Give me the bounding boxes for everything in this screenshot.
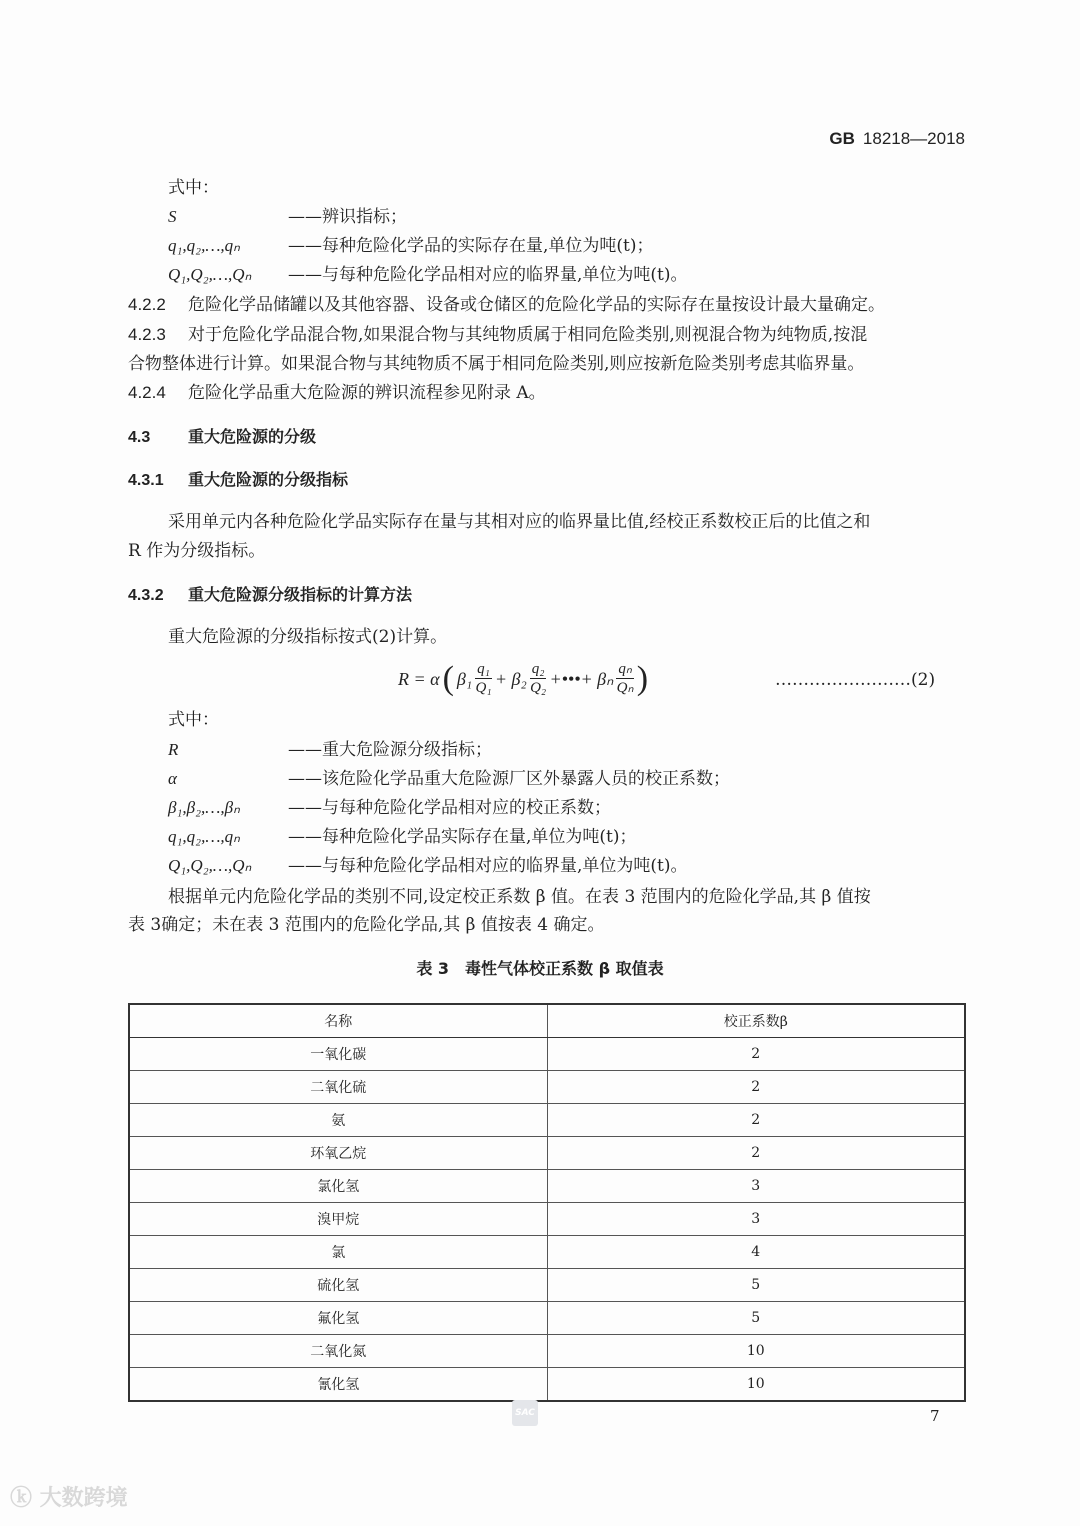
substance-name-cell: 一氧化碳: [129, 1038, 547, 1071]
table-title: 表 3 毒性气体校正系数 β 取值表: [416, 959, 664, 978]
section-number: 4.3.2: [128, 587, 164, 604]
substance-name-cell: 二氧化氮: [129, 1335, 547, 1368]
substance-name-cell: 环氧乙烷: [129, 1137, 547, 1170]
section-title: 重大危险源的分级: [188, 427, 317, 446]
denominator: Qₙ: [616, 680, 634, 696]
table-header-row: [129, 1004, 965, 1038]
page-number: 7: [930, 1407, 940, 1425]
section-4-3-heading: [128, 426, 316, 449]
where-label: 式中：: [168, 710, 219, 730]
substance-name-cell: 硫化氢: [129, 1269, 547, 1302]
substance-name-cell: 氨: [129, 1104, 547, 1137]
equation-number: ……………………(2): [775, 670, 936, 690]
numerator: q₂: [531, 661, 545, 677]
definition-text: ——与每种危险化学品相对应的校正系数；: [288, 798, 611, 818]
clause-text: 对于危险化学品混合物,如果混合物与其纯物质属于相同危险类别,则视混合物为纯物质,按混: [188, 325, 868, 345]
table-row: [129, 1137, 965, 1170]
standard-code: [829, 128, 965, 150]
paragraph: 采用单元内各种危险化学品实际存在量与其相对应的临界量比值,经校正系数校正后的比值之和: [168, 512, 871, 532]
definition-row: [168, 235, 654, 257]
definition-row: [168, 826, 637, 848]
definition-text: ——重大危险源分级指标；: [288, 740, 492, 760]
definition-text: ——该危险化学品重大危险源厂区外暴露人员的校正系数；: [288, 769, 730, 789]
definition-row: [168, 797, 611, 819]
table-row: [129, 1038, 965, 1071]
column-header: 名称: [129, 1004, 547, 1038]
section-title: 重大危险源的分级指标: [188, 470, 349, 489]
beta-value-cell: 2: [547, 1104, 965, 1137]
substance-name-cell: 氯: [129, 1236, 547, 1269]
fraction-1: [475, 660, 492, 697]
table-row: [129, 1203, 965, 1236]
clause-4-2-2: [128, 294, 885, 316]
formula-lhs: R = α: [398, 668, 440, 689]
symbol: β₁,β₂,…,βₙ: [168, 798, 240, 817]
substance-name-cell: 氟化氢: [129, 1302, 547, 1335]
table-row: [129, 1071, 965, 1104]
section-4-3-1-heading: [128, 469, 348, 492]
table-row: [129, 1170, 965, 1203]
formula-beta1: β₁: [456, 668, 473, 689]
beta-value-cell: 2: [547, 1137, 965, 1170]
beta-value-cell: 4: [547, 1236, 965, 1269]
definition-text: ——每种危险化学品的实际存在量,单位为吨(t)；: [288, 236, 654, 256]
column-header: 校正系数β: [547, 1004, 965, 1038]
table-3: [128, 1003, 966, 1402]
where-label: 式中：: [168, 178, 219, 198]
formula-betan: +•••+ βₙ: [549, 668, 614, 689]
beta-value-cell: 2: [547, 1038, 965, 1071]
beta-value-cell: 5: [547, 1269, 965, 1302]
watermark-text: 大数跨境: [39, 1486, 128, 1511]
beta-value-cell: 10: [547, 1368, 965, 1402]
paragraph: R 作为分级指标。: [128, 541, 266, 561]
beta-value-cell: 5: [547, 1302, 965, 1335]
formula-beta2: + β₂: [494, 668, 527, 689]
symbol: q₁,q₂,…,qₙ: [168, 827, 240, 846]
clause-number: 4.2.4: [128, 383, 166, 402]
definition-text: ——辨识指标；: [288, 207, 407, 227]
watermark: ⓚ 大数跨境: [10, 1486, 128, 1511]
definition-row: [168, 768, 730, 790]
definition-row: [168, 855, 688, 877]
section-4-3-2-heading: [128, 584, 412, 607]
definition-text: ——与每种危险化学品相对应的临界量,单位为吨(t)。: [288, 856, 688, 876]
beta-value-cell: 10: [547, 1335, 965, 1368]
clause-text: 危险化学品重大危险源的辨识流程参见附录 A。: [188, 383, 546, 403]
symbol: α: [168, 769, 177, 788]
standard-number: 18218—2018: [862, 129, 965, 148]
definition-text: ——每种危险化学品实际存在量,单位为吨(t)；: [288, 827, 637, 847]
symbol: q₁,q₂,…,qₙ: [168, 236, 240, 255]
denominator: Q₁: [475, 680, 492, 696]
numerator: qₙ: [618, 661, 632, 677]
denominator: Q₂: [530, 680, 547, 696]
numerator: q₁: [477, 661, 490, 677]
beta-value-cell: 3: [547, 1203, 965, 1236]
table-row: [129, 1236, 965, 1269]
sac-logo: SAC: [512, 1400, 538, 1426]
symbol: Q₁,Q₂,…,Qₙ: [168, 856, 252, 875]
definition-row: [168, 264, 688, 286]
section-number: 4.3: [128, 429, 151, 446]
left-paren: (: [442, 659, 454, 697]
beta-value-cell: 2: [547, 1071, 965, 1104]
clause-number: 4.2.2: [128, 295, 166, 314]
substance-name-cell: 二氧化硫: [129, 1071, 547, 1104]
paragraph: 重大危险源的分级指标按式(2)计算。: [168, 627, 448, 647]
formula-2: [398, 660, 648, 697]
symbol: Q₁,Q₂,…,Qₙ: [168, 265, 252, 284]
table-row: [129, 1104, 965, 1137]
clause-continuation: 合物整体进行计算。如果混合物与其纯物质不属于相同危险类别,则应按新危险类别考虑其临界量。: [128, 354, 865, 374]
definition-text: ——与每种危险化学品相对应的临界量,单位为吨(t)。: [288, 265, 688, 285]
symbol: R: [168, 740, 179, 759]
right-paren: ): [636, 659, 649, 697]
substance-name-cell: 氯化氢: [129, 1170, 547, 1203]
standard-prefix: GB: [829, 129, 855, 148]
clause-4-2-3: [128, 324, 867, 346]
paragraph: 表 3确定；未在表 3 范围内的危险化学品,其 β 值按表 4 确定。: [128, 915, 605, 935]
symbol: S: [168, 207, 177, 226]
clause-number: 4.2.3: [128, 325, 166, 344]
section-title: 重大危险源分级指标的计算方法: [188, 585, 413, 604]
table-row: [129, 1335, 965, 1368]
fraction-2: [530, 660, 547, 697]
beta-value-cell: 3: [547, 1170, 965, 1203]
fraction-n: [616, 660, 633, 697]
table-row: [129, 1368, 965, 1402]
clause-4-2-4: [128, 382, 546, 404]
paragraph: 根据单元内危险化学品的类别不同,设定校正系数 β 值。在表 3 范围内的危险化学品,其 β 值按: [168, 887, 871, 907]
section-number: 4.3.1: [128, 472, 164, 489]
table-row: [129, 1302, 965, 1335]
definition-row: [168, 206, 407, 228]
substance-name-cell: 氰化氢: [129, 1368, 547, 1402]
definition-row: [168, 739, 492, 761]
substance-name-cell: 溴甲烷: [129, 1203, 547, 1236]
table-row: [129, 1269, 965, 1302]
clause-text: 危险化学品储罐以及其他容器、设备或仓储区的危险化学品的实际存在量按设计最大量确定。: [188, 295, 885, 315]
